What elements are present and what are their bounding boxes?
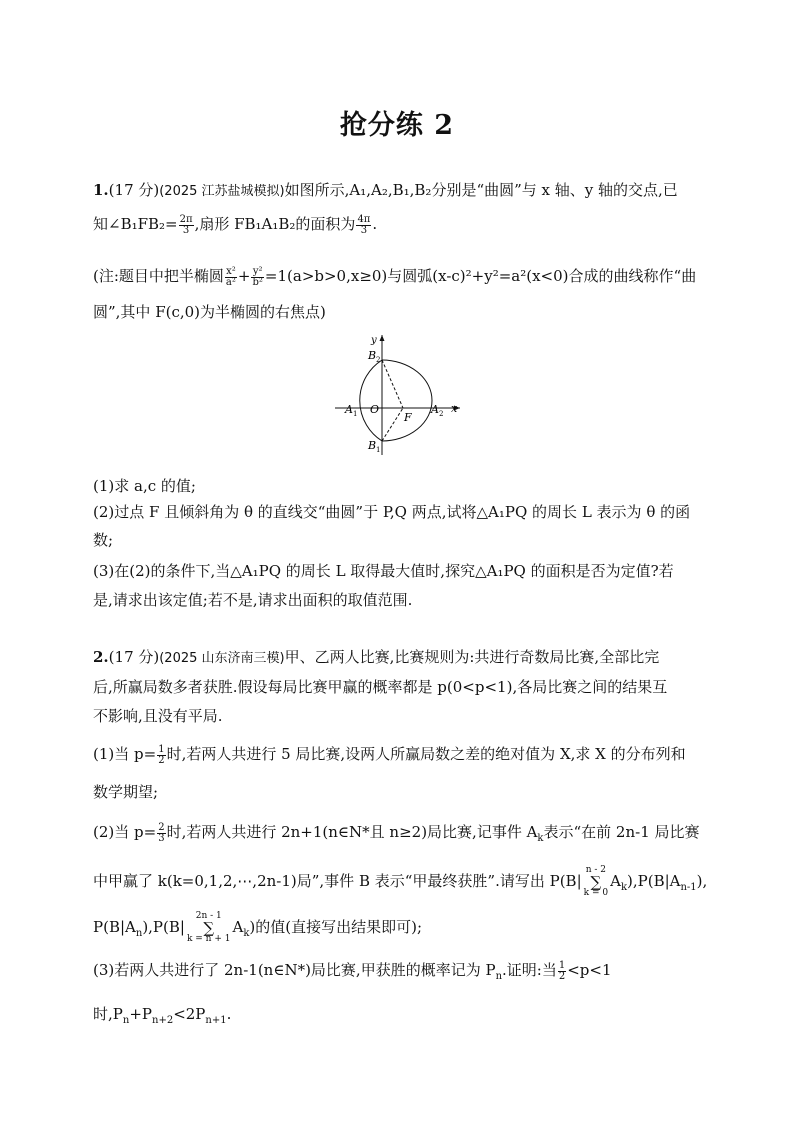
label-origin: O bbox=[370, 403, 380, 416]
q2-p3-l2-b: +P bbox=[129, 1005, 152, 1023]
subscript: n+1 bbox=[205, 1015, 227, 1026]
q2-p2-l2-b: A bbox=[610, 872, 621, 890]
label-a1-sub: 1 bbox=[353, 410, 358, 418]
q1-note-a: (注:题目中把半椭圆 bbox=[93, 267, 224, 285]
q2-p3-l2-a: 时,P bbox=[93, 1005, 123, 1023]
q2-p2-l3-c: A bbox=[232, 918, 244, 936]
q2-number: 2. bbox=[93, 648, 109, 666]
subscript: n bbox=[135, 928, 143, 939]
q1-line-2 bbox=[93, 214, 713, 236]
frac-den: a² bbox=[225, 276, 236, 288]
subscript: k bbox=[537, 833, 544, 844]
q2-source: (2025 山东济南三模) bbox=[159, 651, 285, 666]
q1-text-2b: ,扇形 FB₁A₁B₂的面积为 bbox=[194, 215, 356, 233]
q1-part-3-line-2: 是,请求出该定值;若不是,请求出面积的取值范围. bbox=[93, 591, 413, 609]
y-axis-label: y bbox=[371, 335, 377, 346]
q2-p3-fraction bbox=[558, 961, 566, 982]
q2-score: (17 分) bbox=[108, 648, 160, 666]
curve-circle-figure bbox=[330, 330, 465, 455]
plus-sign: + bbox=[237, 267, 251, 285]
q2-text-1: 甲、乙两人比赛,比赛规则为:共进行奇数局比赛,全部比完 bbox=[284, 648, 660, 666]
sum-lower: k = n + 1 bbox=[186, 934, 231, 944]
q2-p2-l3-b: ),P(B| bbox=[142, 918, 185, 936]
q1-text-1: 如图所示,A₁,A₂,B₁,B₂分别是“曲圆”与 x 轴、y 轴的交点,已 bbox=[284, 181, 678, 199]
y-axis-arrow bbox=[380, 335, 385, 341]
segment-fb1 bbox=[382, 408, 403, 441]
circle-arc bbox=[360, 360, 382, 441]
q2-p3-l2-d: . bbox=[226, 1005, 232, 1023]
q1-note-frac-y bbox=[251, 267, 263, 288]
label-b2: B bbox=[368, 349, 377, 362]
sum-sign: ∑ bbox=[203, 919, 215, 937]
frac-den: 3 bbox=[360, 224, 368, 236]
q2-p1-a: (1)当 p= bbox=[93, 745, 157, 763]
q2-part-1-line-1 bbox=[93, 744, 713, 766]
frac-den: 2 bbox=[158, 754, 165, 766]
sum-lower: k = 0 bbox=[583, 888, 609, 898]
subscript: n+2 bbox=[152, 1015, 174, 1026]
label-focus: F bbox=[404, 411, 412, 424]
q1-score: (17 分) bbox=[108, 181, 160, 199]
q1-line-1 bbox=[93, 180, 713, 202]
q1-number: 1. bbox=[93, 181, 109, 199]
frac-num: 2π bbox=[179, 213, 193, 225]
q2-line-1 bbox=[93, 647, 713, 669]
q1-note-frac-x bbox=[225, 267, 237, 288]
q2-part-2-line-2 bbox=[93, 866, 713, 898]
frac-den: 2 bbox=[558, 970, 566, 982]
q2-p1-fraction bbox=[157, 745, 165, 766]
frac-num: x² bbox=[226, 265, 236, 277]
q2-p2-l3-d: )的值(直接写出结果即可); bbox=[249, 918, 423, 936]
q1-part-1: (1)求 a,c 的值; bbox=[93, 477, 196, 495]
subscript: n bbox=[495, 971, 503, 982]
q1-part-2-line-1: (2)过点 F 且倾斜角为 θ 的直线交“曲圆”于 P,Q 两点,试将△A₁PQ 的周长 L 表示为 θ 的函 bbox=[93, 503, 691, 521]
q1-note-line-1 bbox=[93, 266, 713, 288]
q2-part-3-line-1 bbox=[93, 960, 713, 987]
half-ellipse bbox=[382, 360, 432, 441]
q1-part-2-line-2: 数; bbox=[93, 531, 114, 549]
label-b2-sub: 2 bbox=[376, 356, 381, 364]
label-a2: A bbox=[431, 403, 439, 416]
q2-p3-l2-c: <2P bbox=[173, 1005, 206, 1023]
frac-num: 4π bbox=[357, 213, 371, 225]
q1-text-2c: . bbox=[372, 215, 378, 233]
summation-2 bbox=[187, 912, 231, 944]
label-b1: B bbox=[368, 439, 377, 452]
q2-line-2: 后,所赢局数多者获胜.假设每局比赛甲赢的概率都是 p(0<p<1),各局比赛之间的结果互 bbox=[93, 678, 668, 696]
subscript: k bbox=[243, 928, 250, 939]
q2-p3-b: .证明:当 bbox=[502, 961, 557, 979]
q2-p2-fraction bbox=[157, 823, 165, 844]
q2-part-2-line-3 bbox=[93, 912, 713, 944]
q1-note-b: =1(a>b>0,x≥0)与圆弧(x-c)²+y²=a²(x<0)合成的曲线称作“曲 bbox=[264, 267, 697, 285]
q2-part-2-line-1 bbox=[93, 822, 713, 849]
q2-line-3: 不影响,且没有平局. bbox=[93, 707, 223, 725]
frac-num: y² bbox=[252, 265, 263, 277]
subscript: k bbox=[620, 882, 627, 893]
label-a2-sub: 2 bbox=[439, 410, 444, 418]
q2-p2-c: 表示“在前 2n-1 局比赛 bbox=[543, 823, 700, 841]
sum-upper: 2n - 1 bbox=[195, 911, 222, 921]
q2-p3-a: (3)若两人共进行了 2n-1(n∈N*)局比赛,甲获胜的概率记为 P bbox=[93, 961, 496, 979]
frac-den: 3 bbox=[182, 224, 190, 236]
q2-part-1-line-2: 数学期望; bbox=[93, 783, 159, 801]
q1-fraction-area bbox=[356, 215, 371, 236]
q1-text-2a: 知∠B₁FB₂= bbox=[93, 215, 178, 233]
frac-den: 3 bbox=[158, 832, 165, 844]
q2-p3-c: <p<1 bbox=[567, 961, 612, 979]
q1-note-line-2: 圆”,其中 F(c,0)为半椭圆的右焦点) bbox=[93, 303, 326, 321]
label-a1: A bbox=[345, 403, 353, 416]
subscript: n-1 bbox=[680, 882, 697, 893]
q2-p2-a: (2)当 p= bbox=[93, 823, 157, 841]
q2-part-3-line-2 bbox=[93, 1004, 713, 1031]
q1-source: (2025 江苏盐城模拟) bbox=[159, 184, 285, 199]
frac-num: 1 bbox=[558, 959, 566, 971]
page-title: 抢分练 2 bbox=[339, 110, 455, 141]
q1-fraction-angle bbox=[179, 215, 194, 236]
x-axis-label: x bbox=[451, 402, 458, 415]
q2-p2-b: 时,若两人共进行 2n+1(n∈N*且 n≥2)局比赛,记事件 A bbox=[166, 823, 538, 841]
q1-part-3-line-1: (3)在(2)的条件下,当△A₁PQ 的周长 L 取得最大值时,探究△A₁PQ 的面积是否为定值?若 bbox=[93, 562, 674, 580]
q2-p2-l3-a: P(B|A bbox=[93, 918, 136, 936]
segment-fb2 bbox=[382, 360, 403, 408]
sum-sign: ∑ bbox=[590, 873, 602, 891]
q2-p2-l2-d: ), bbox=[696, 872, 708, 890]
frac-den: b² bbox=[252, 276, 263, 288]
q2-p2-l2-a: 中甲赢了 k(k=0,1,2,⋯,2n-1)局”,事件 B 表示“甲最终获胜”.请写出 P(B| bbox=[93, 872, 582, 890]
q2-p1-b: 时,若两人共进行 5 局比赛,设两人所赢局数之差的绝对值为 X,求 X 的分布列和 bbox=[166, 745, 686, 763]
frac-num: 2 bbox=[158, 821, 165, 833]
frac-num: 1 bbox=[158, 743, 165, 755]
summation-1 bbox=[584, 866, 608, 898]
label-b1-sub: 1 bbox=[376, 446, 381, 454]
q2-p2-l2-c: ),P(B|A bbox=[627, 872, 681, 890]
sum-upper: n - 2 bbox=[585, 865, 607, 875]
subscript: n bbox=[122, 1015, 130, 1026]
